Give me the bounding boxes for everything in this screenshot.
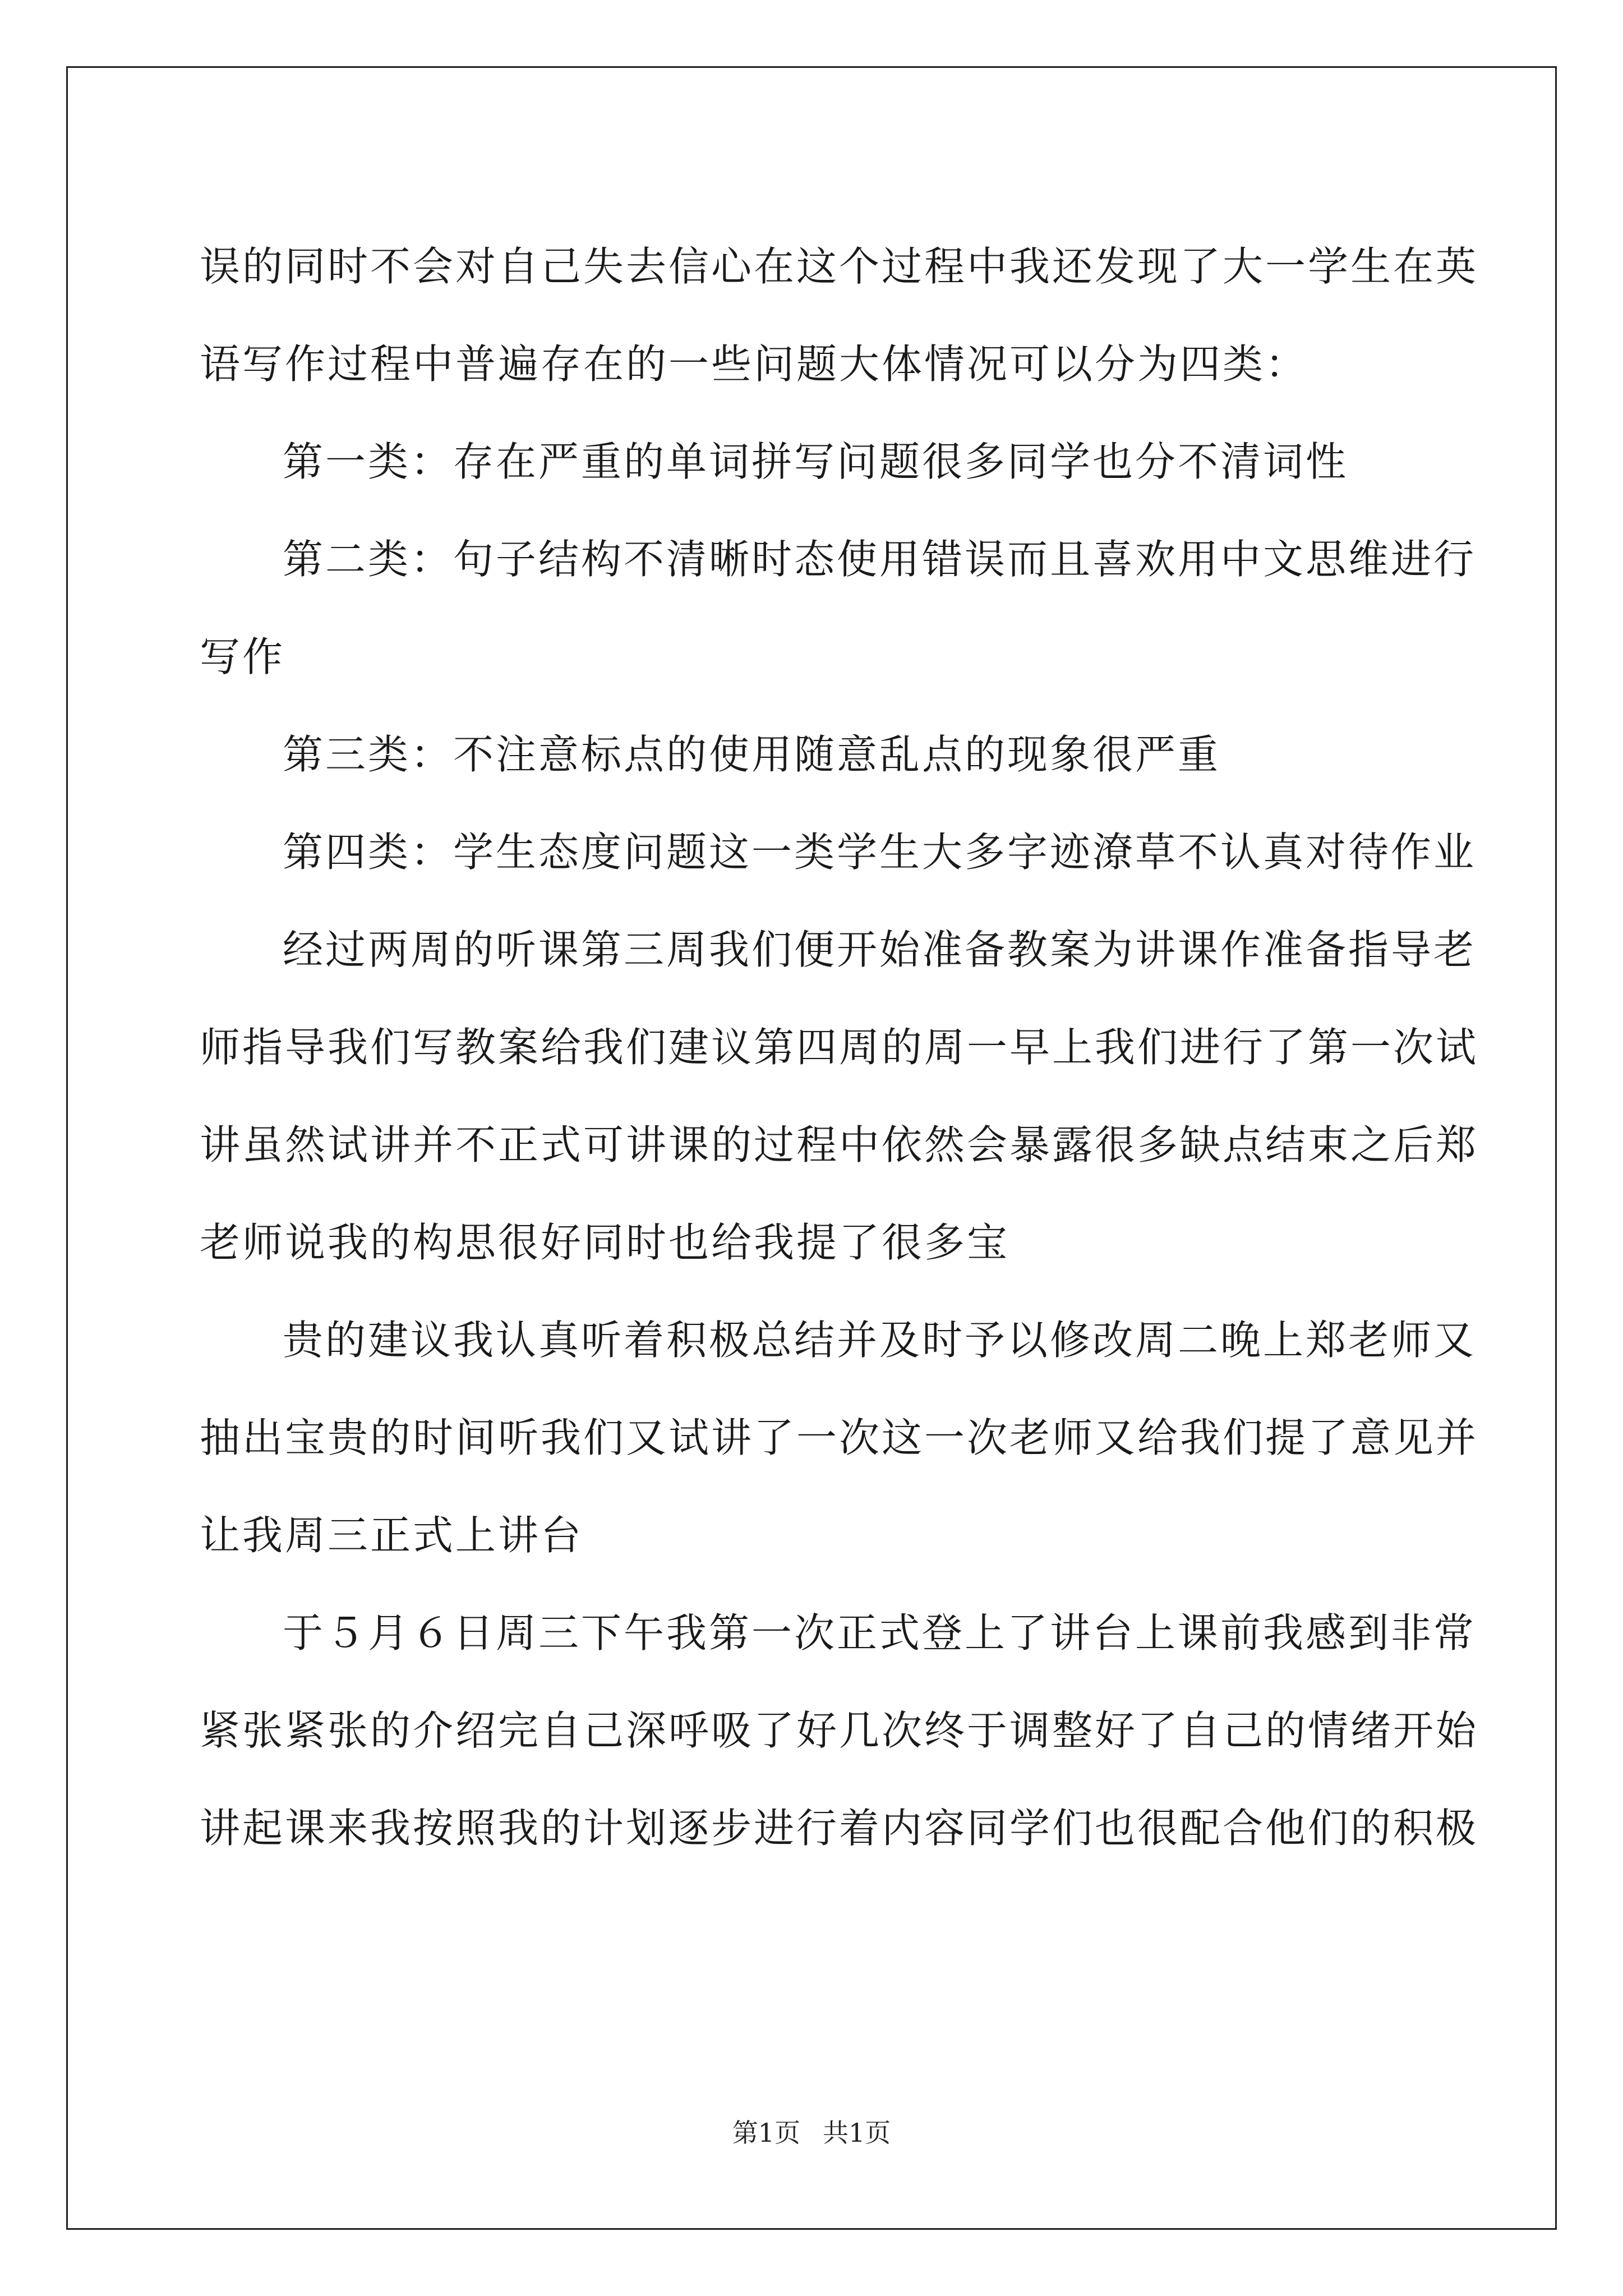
text-line: 师指导我们写教案给我们建议第四周的周一早上我们进行了第一次试	[200, 1024, 1479, 1071]
document-body	[200, 218, 1479, 1877]
text-line: 第四类：学生态度问题这一类学生大多字迹潦草不认真对待作业	[283, 829, 1477, 876]
text-line: 于５月６日周三下午我第一次正式登上了讲台上课前我感到非常	[283, 1609, 1477, 1657]
text-line: 语写作过程中普遍存在的一些问题大体情况可以分为四类：	[200, 341, 1308, 388]
text-line: 写作	[200, 633, 285, 680]
text-line: 误的同时不会对自己失去信心在这个过程中我还发现了大一学生在英	[200, 243, 1479, 290]
text-line: 紧张紧张的介绍完自己深呼吸了好几次终于调整好了自己的情绪开始	[200, 1707, 1479, 1754]
text-line: 讲虽然试讲并不正式可讲课的过程中依然会暴露很多缺点结束之后郑	[200, 1121, 1479, 1168]
page-number-current: 第1页	[732, 2118, 800, 2148]
text-line: 第一类：存在严重的单词拼写问题很多同学也分不清词性	[283, 438, 1349, 485]
text-line: 让我周三正式上讲台	[200, 1512, 584, 1559]
text-line: 贵的建议我认真听着积极总结并及时予以修改周二晚上郑老师又	[283, 1317, 1477, 1364]
text-line: 第三类：不注意标点的使用随意乱点的现象很严重	[283, 731, 1221, 778]
text-line: 经过两周的听课第三周我们便开始准备教案为讲课作准备指导老	[283, 926, 1477, 973]
text-line: 讲起课来我按照我的计划逐步进行着内容同学们也很配合他们的积极	[200, 1805, 1479, 1852]
text-line: 抽出宝贵的时间听我们又试讲了一次这一次老师又给我们提了意见并	[200, 1414, 1479, 1461]
page-footer	[0, 2116, 1623, 2150]
text-line: 第二类：句子结构不清晰时态使用错误而且喜欢用中文思维进行	[283, 536, 1477, 583]
page-number-total: 共1页	[823, 2118, 891, 2148]
text-line: 老师说我的构思很好同时也给我提了很多宝	[200, 1219, 1010, 1266]
